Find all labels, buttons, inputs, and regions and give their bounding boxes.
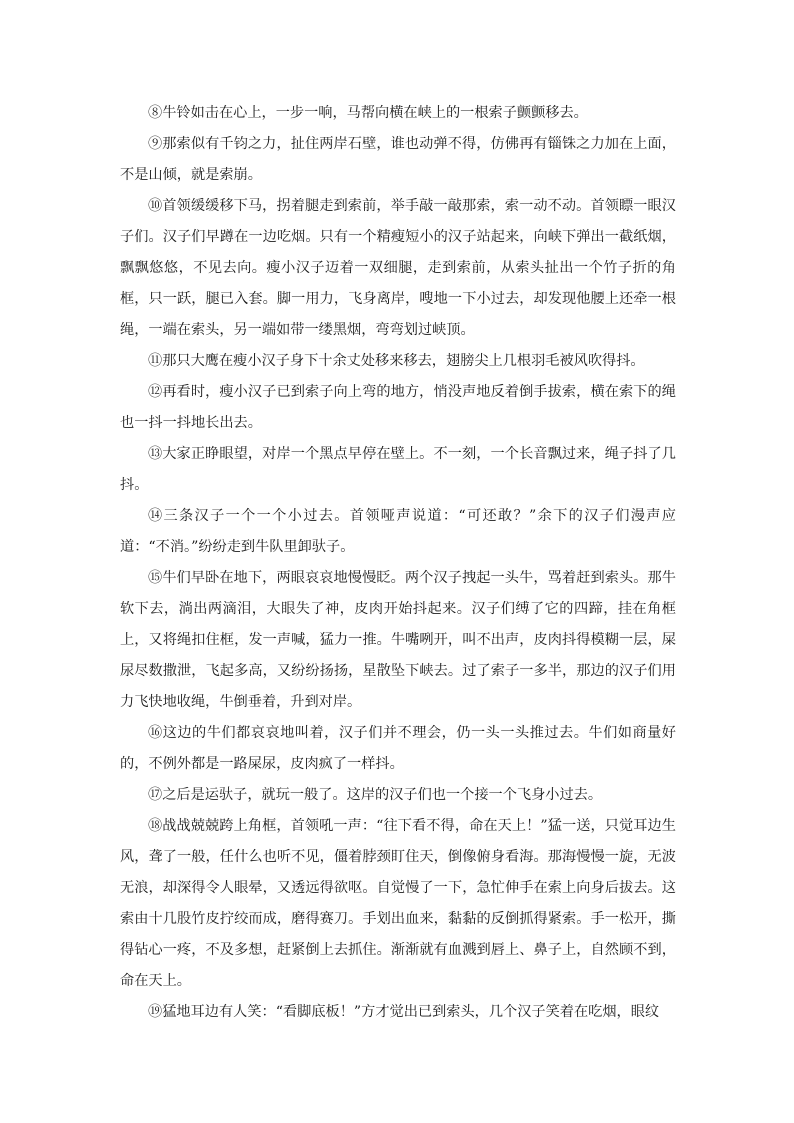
paragraph-12: ⑫再看时，瘦小汉子已到索子向上弯的地方，悄没声地反着倒手拔索，横在索下的绳也一抖一抖地长出去。 bbox=[120, 384, 676, 431]
paragraph-13: ⑬大家正睁眼望，对岸一个黑点早停在壁上。不一刻，一个长音飘过来，绳子抖了几抖。 bbox=[120, 446, 676, 493]
article-body bbox=[120, 98, 676, 1028]
paragraph-9: ⑨那索似有千钧之力，扯住两岸石壁，谁也动弹不得，仿佛再有锱铢之力加在上面，不是山倾，就是索崩。 bbox=[120, 136, 676, 183]
paragraph-18: ⑱战战兢兢跨上角框，首领吼一声：“往下看不得，命在天上！”猛一送，只觉耳边生风，聋了一般，任什么也听不见，僵着脖颈盯住天，倒像俯身看海。那海慢慢一旋，无波无浪，却深得令人眼晕，又透远得欲呕。自觉慢了一下，急忙伸手在索上向身后拔去。这索由十几股竹皮拧绞而成，磨得赛刀。手划出血来，黏黏的反倒抓得紧索。手一松开，撕得钻心一疼，不及多想，赶紧倒上去抓住。渐渐就有血溅到唇上、鼻子上，自然顾不到，命在天上。 bbox=[120, 818, 676, 989]
paragraph-16: ⑯这边的牛们都哀哀地叫着，汉子们并不理会，仍一头一头推过去。牛们如商量好的，不例外都是一路屎尿，皮肉疯了一样抖。 bbox=[120, 725, 676, 772]
paragraph-8: ⑧牛铃如击在心上，一步一响，马帮向横在峡上的一根索子颤颤移去。 bbox=[148, 105, 588, 121]
paragraph-15: ⑮牛们早卧在地下，两眼哀哀地慢慢眨。两个汉子拽起一头牛，骂着赶到索头。那牛软下去，淌出两滴泪，大眼失了神，皮肉开始抖起来。汉子们缚了它的四蹄，挂在角框上，又将绳扣住框，发一声喊，猛力一推。牛嘴咧开，叫不出声，皮肉抖得模糊一层，屎尿尽数撒泄，飞起多高，又纷纷扬扬，星散坠下峡去。过了索子一多半，那边的汉子们用力飞快地收绳，牛倒垂着，升到对岸。 bbox=[120, 570, 676, 710]
paragraph-14: ⑭三条汉子一个一个小过去。首领哑声说道：“可还敢？”余下的汉子们漫声应道：“不消。”纷纷走到牛队里卸驮子。 bbox=[120, 508, 676, 555]
paragraph-19: ⑲猛地耳边有人笑：“看脚底板！”方才觉出已到索头，几个汉子笑着在吃烟，眼纹 bbox=[148, 1004, 660, 1020]
paragraph-17: ⑰之后是运驮子，就玩一般了。这岸的汉子们也一个接一个飞身小过去。 bbox=[148, 787, 603, 803]
paragraph-10: ⑩首领缓缓移下马，拐着腿走到索前，举手敲一敲那索，索一动不动。首领瞟一眼汉子们。汉子们早蹲在一边吃烟。只有一个精瘦短小的汉子站起来，向峡下弹出一截纸烟，飘飘悠悠，不见去向。瘦小汉子迈着一双细腿，走到索前，从索头扯出一个竹子折的角框，只一跃，腿已入套。脚一用力，飞身离岸，嗖地一下小过去，却发现他腰上还牵一根绳，一端在索头，另一端如带一缕黑烟，弯弯划过峡顶。 bbox=[120, 198, 676, 338]
paragraph-11: ⑪那只大鹰在瘦小汉子身下十余丈处移来移去，翅膀尖上几根羽毛被风吹得抖。 bbox=[148, 353, 645, 369]
